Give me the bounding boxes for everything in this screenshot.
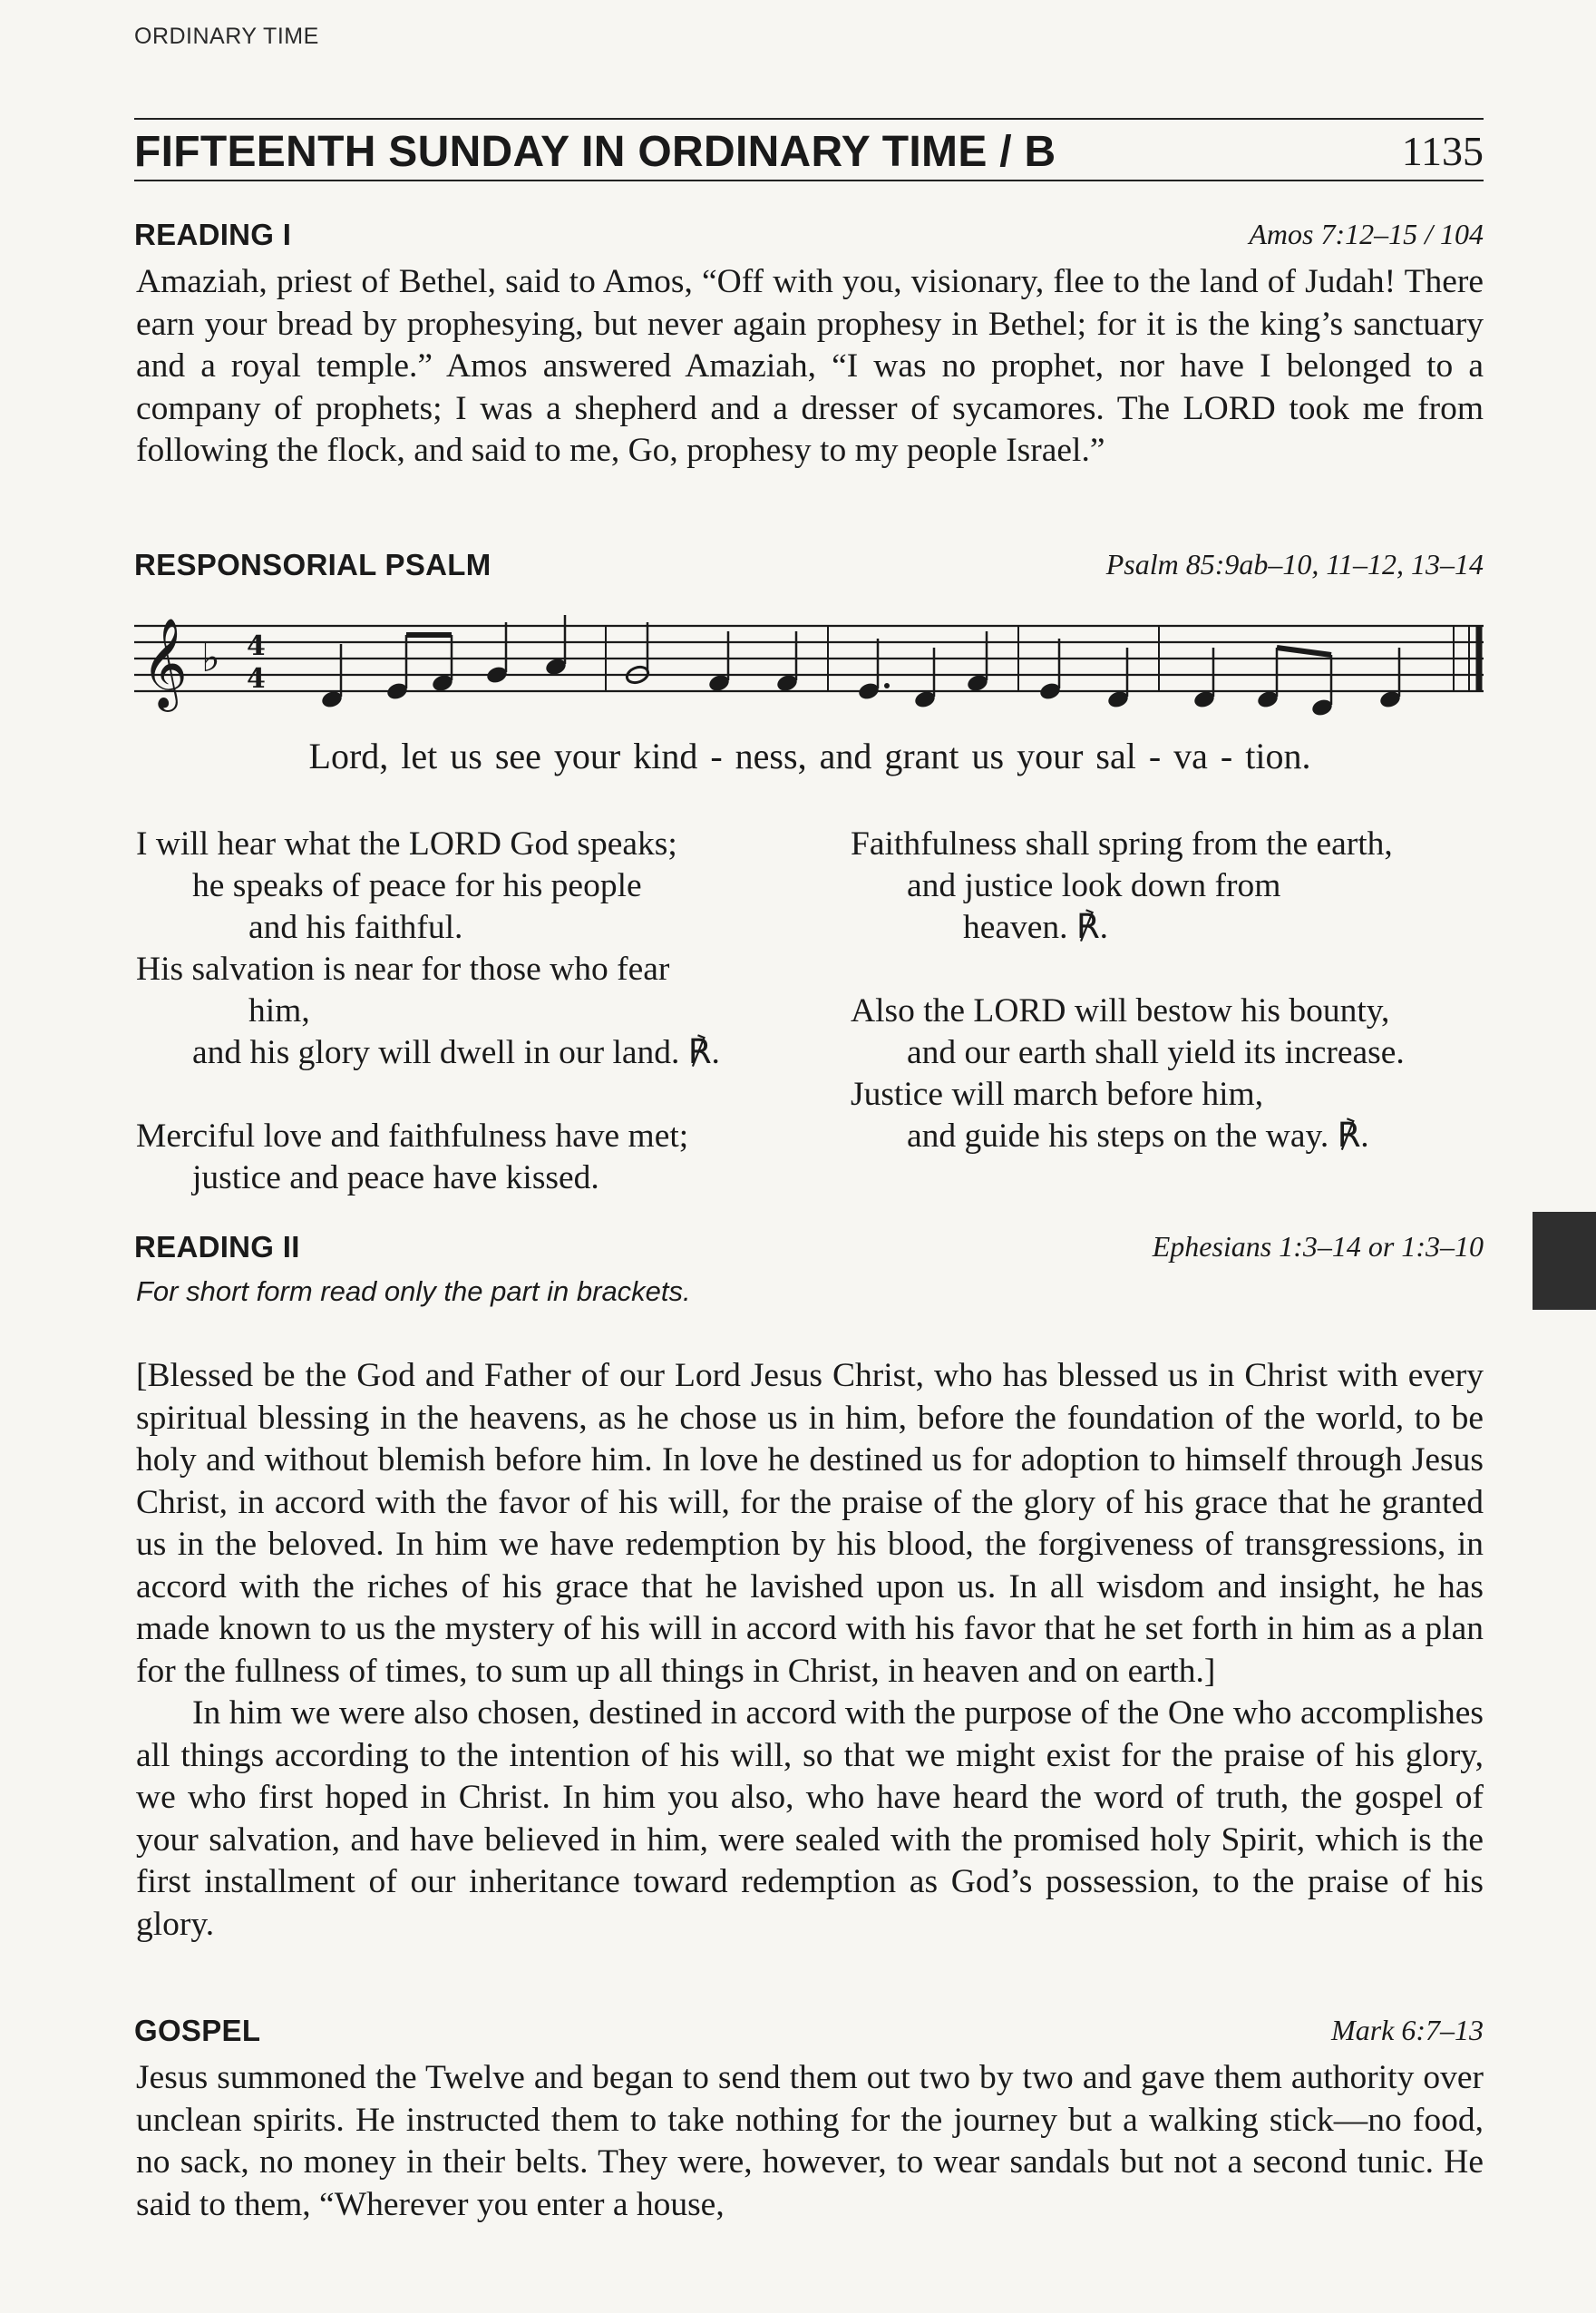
verse-line: heaven. ℟. <box>963 909 1108 946</box>
reading2-paragraph-2: In him we were also chosen, destined in accord with the purpose of the One who accomplishes all things according to the intention of his will, so that we might exist for the praise of his glory, we who first hoped in Christ. In him you also, who have heard the word of truth, the gospel of your salvation, and have believed in him, were sealed with the promised holy Spirit, which is the first installment of our inheritance toward redemption as God’s possession, to the praise of his glory. <box>136 1694 1484 1943</box>
psalm-right-stanza-1 <box>851 824 1393 949</box>
gospel-paragraph: Jesus summoned the Twelve and began to send them out two by two and gave them authority over unclean spirits. He instructed them to take nothing for the journey but a walking stick—no food, no sack, no money in their belts. They were, however, to wear sandals but not a second tunic. He said to them, “Wherever you enter a house, <box>136 2059 1484 2223</box>
notes <box>320 615 1479 717</box>
flat-icon: ♭ <box>201 635 220 681</box>
title-rule-top <box>134 118 1484 120</box>
psalm-heading: RESPONSORIAL PSALM <box>134 548 491 581</box>
verse-line: and justice look down from <box>907 867 1281 904</box>
reading2-note: For short form read only the part in brackets. <box>136 1275 691 1307</box>
verse-line: Justice will march before him, <box>851 1076 1264 1113</box>
verse-line: and his faithful. <box>248 909 463 946</box>
verse-line: I will hear what the LORD God speaks; <box>136 825 677 863</box>
reading1-text <box>136 261 1484 473</box>
section-thumb-tab <box>1533 1212 1596 1310</box>
psalm-citation: Psalm 85:9ab–10, 11–12, 13–14 <box>1105 548 1484 581</box>
running-head: ORDINARY TIME <box>134 24 319 49</box>
staff-lines <box>134 626 1484 691</box>
verse-line: His salvation is near for those who fear <box>136 951 670 988</box>
page-title: FIFTEENTH SUNDAY IN ORDINARY TIME / B <box>134 128 1056 176</box>
verse-line: Also the LORD will bestow his bounty, <box>851 992 1390 1030</box>
time-signature-top: 4 <box>247 630 266 662</box>
gospel-citation: Mark 6:7–13 <box>1331 2014 1484 2046</box>
reading1-heading: READING I <box>134 218 292 251</box>
verse-line: he speaks of peace for his people <box>192 867 642 904</box>
music-staff <box>134 599 1485 735</box>
psalm-right-stanza-2 <box>851 991 1405 1157</box>
reading1-citation: Amos 7:12–15 / 104 <box>1249 218 1484 250</box>
verse-line: and our earth shall yield its increase. <box>907 1034 1405 1071</box>
reading2-heading: READING II <box>134 1230 300 1264</box>
psalm-left-stanza-1 <box>136 824 720 1074</box>
page-number: 1135 <box>1401 128 1484 174</box>
time-signature-bottom: 4 <box>247 663 266 695</box>
reading2-paragraph-1: [Blessed be the God and Father of our Lord Jesus Christ, who has blessed us in Christ with every spiritual blessing in the heavens, as he chose us in him, before the foundation of the world, to be holy and without blemish before him. In love he destined us for adoption to himself through Jesus Christ, in accord with the favor of his will, for the praise of the glory of his grace that he granted us in the beloved. In him we have redemption by his blood, the forgiveness of transgressions, in accord with the riches of his grace that he lavished upon us. In all wisdom and insight, he has made known to us the mystery of his will in accord with his favor that he set forth in him as a plan for the fullness of times, to sum up all things in Christ, in heaven and on earth.] <box>136 1357 1484 1690</box>
psalm-left-stanza-2 <box>136 1116 688 1199</box>
gospel-text <box>136 2057 1484 2226</box>
psalm-refrain: Lord, let us see your kind - ness, and grant us your sal - va - tion. <box>308 736 1311 776</box>
gospel-heading: GOSPEL <box>134 2014 261 2047</box>
verse-line: and guide his steps on the way. ℟. <box>907 1117 1369 1155</box>
reading2-text <box>136 1355 1484 1946</box>
verse-line: Faithfulness shall spring from the earth, <box>851 825 1393 863</box>
verse-line: him, <box>248 992 310 1030</box>
verse-line: and his glory will dwell in our land. ℟. <box>192 1034 720 1071</box>
treble-clef-icon: 𝄞 <box>141 618 188 708</box>
reading1-paragraph: Amaziah, priest of Bethel, said to Amos, “Off with you, visionary, flee to the land of Judah! There earn your bread by prophesying, but never again prophesy in Bethel; for it is the king’s sanctuary and a royal temple.” Amos answered Amaziah, “I was no prophet, nor have I belonged to a company of prophets; I was a shepherd and a dresser of sycamores. The LORD took me from following the flock, and said to me, Go, prophesy to my people Israel.” <box>136 263 1484 469</box>
verse-line: Merciful love and faithfulness have met; <box>136 1117 689 1155</box>
verse-line: justice and peace have kissed. <box>192 1159 599 1196</box>
reading2-citation: Ephesians 1:3–14 or 1:3–10 <box>1152 1230 1484 1263</box>
title-rule-bottom <box>134 180 1484 181</box>
